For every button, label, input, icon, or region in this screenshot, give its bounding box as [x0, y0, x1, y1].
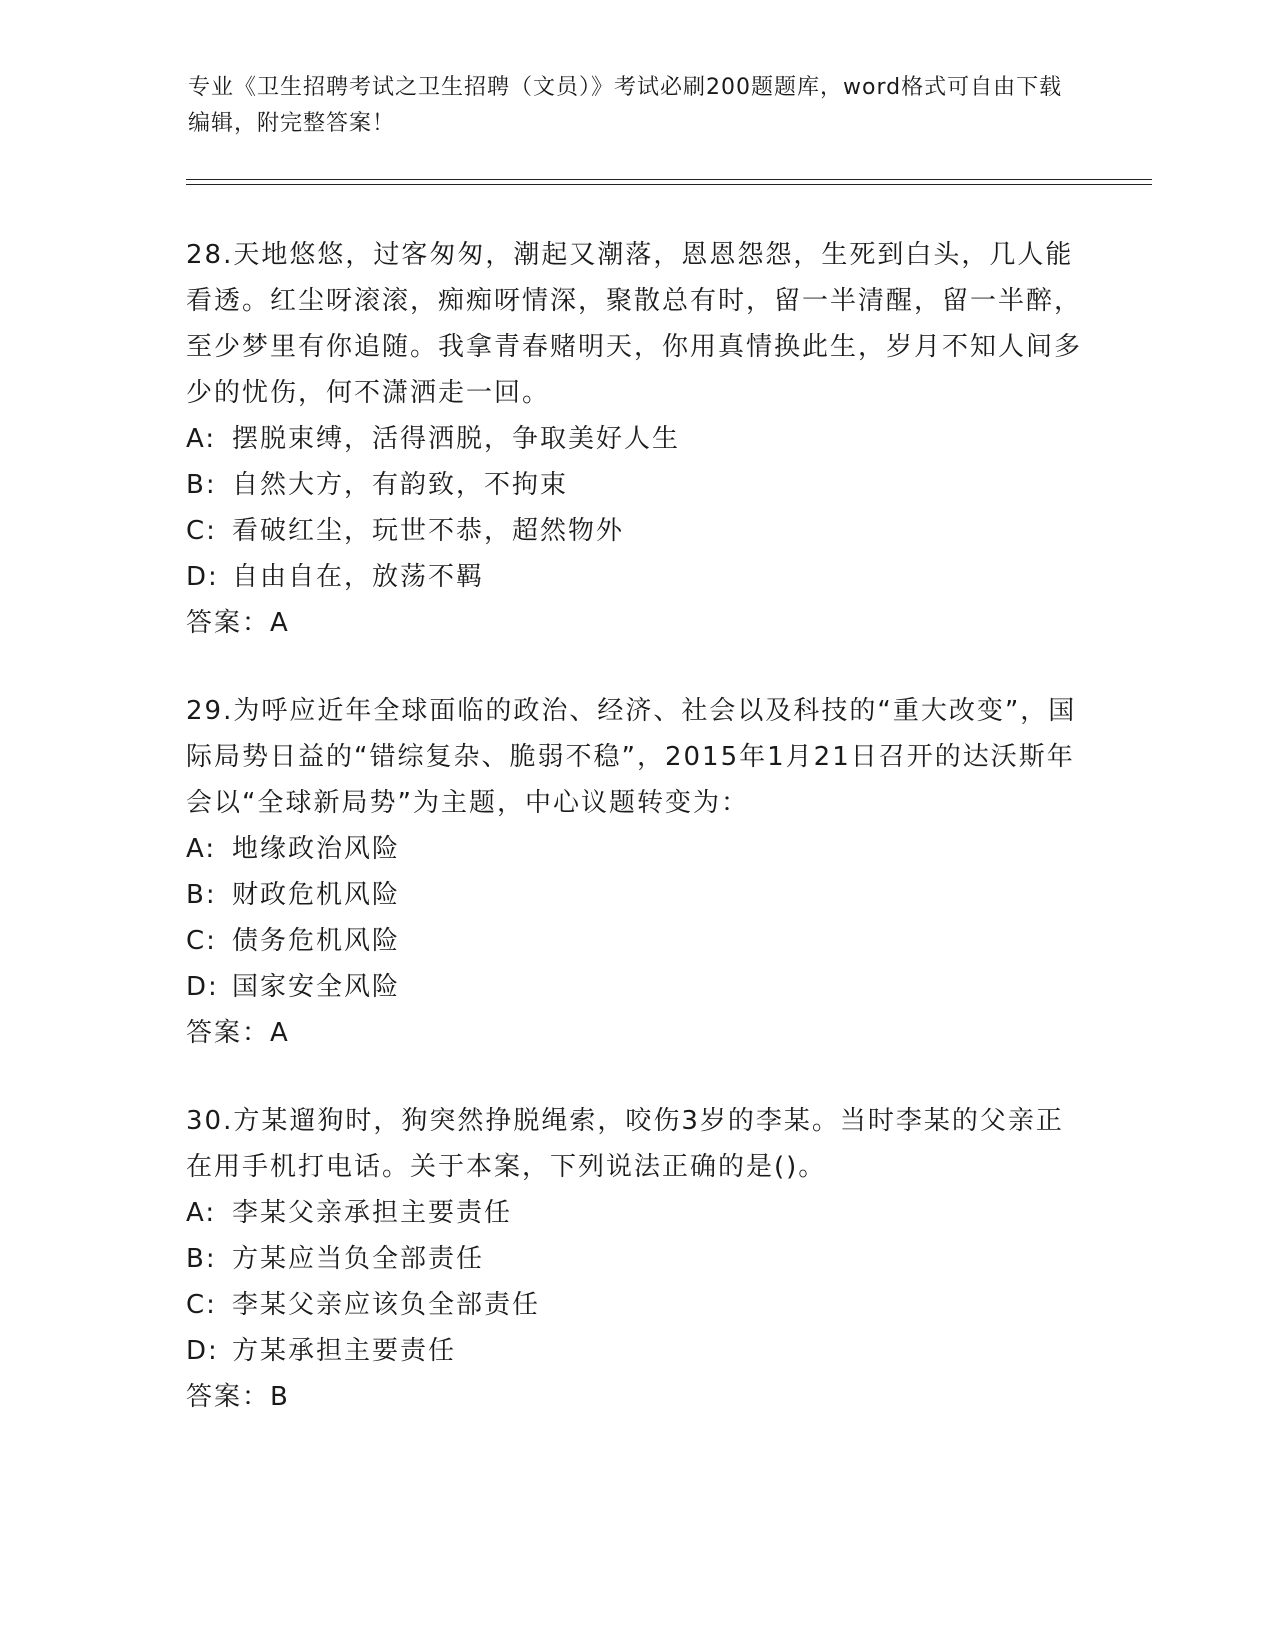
header-divider-bottom: [186, 184, 1152, 185]
option-text: 摆脱束缚，活得洒脱，争取美好人生: [232, 424, 681, 454]
question-29: [186, 688, 1086, 1056]
option-letter: A:: [186, 424, 217, 454]
option-c: [186, 1282, 1086, 1328]
option-b: [186, 1236, 1086, 1282]
option-d: [186, 1328, 1086, 1374]
option-letter: B:: [186, 880, 217, 910]
option-text: 财政危机风险: [232, 880, 401, 910]
option-text: 李某父亲应该负全部责任: [232, 1290, 541, 1320]
option-a: [186, 826, 1086, 872]
question-28: [186, 232, 1086, 646]
option-b: [186, 462, 1086, 508]
answer: 答案：A: [186, 1018, 290, 1048]
option-letter: A:: [186, 834, 217, 864]
question-stem: 28.天地悠悠，过客匆匆，潮起又潮落，恩恩怨怨，生死到白头，几人能看透。红尘呀滚滚，痴痴呀情深，聚散总有时，留一半清醒，留一半醉，至少梦里有你追随。我拿青春赌明天，你用真情换此生，岁月不知人间多少的忧伤，何不潇洒走一回。: [186, 240, 1083, 408]
option-letter: A:: [186, 1198, 217, 1228]
option-d: [186, 964, 1086, 1010]
option-text: 方某承担主要责任: [232, 1336, 457, 1366]
option-letter: C:: [186, 516, 217, 546]
header-divider-top: [186, 179, 1152, 180]
option-text: 自由自在，放荡不羁: [232, 562, 485, 592]
option-text: 债务危机风险: [232, 926, 401, 956]
option-c: [186, 918, 1086, 964]
option-a: [186, 416, 1086, 462]
option-letter: D:: [186, 972, 219, 1002]
answer: 答案：A: [186, 608, 290, 638]
question-stem: 30.方某遛狗时，狗突然挣脱绳索，咬伤3岁的李某。当时李某的父亲正在用手机打电话。关于本案，下列说法正确的是()。: [186, 1106, 1064, 1182]
option-text: 李某父亲承担主要责任: [232, 1198, 513, 1228]
option-b: [186, 872, 1086, 918]
option-letter: C:: [186, 1290, 217, 1320]
option-c: [186, 508, 1086, 554]
question-stem: 29.为呼应近年全球面临的政治、经济、社会以及科技的“重大改变”，国际局势日益的“错综复杂、脆弱不稳”，2015年1月21日召开的达沃斯年会以“全球新局势”为主题，中心议题转变为：: [186, 696, 1077, 818]
option-letter: B:: [186, 1244, 217, 1274]
option-text: 地缘政治风险: [232, 834, 401, 864]
option-letter: D:: [186, 562, 219, 592]
option-text: 方某应当负全部责任: [232, 1244, 485, 1274]
option-text: 自然大方，有韵致，不拘束: [232, 470, 569, 500]
option-a: [186, 1190, 1086, 1236]
option-letter: B:: [186, 470, 217, 500]
option-text: 国家安全风险: [232, 972, 401, 1002]
question-30: [186, 1098, 1086, 1420]
document-header: 专业《卫生招聘考试之卫生招聘（文员）》考试必刷200题题库，word格式可自由下载编辑，附完整答案！: [188, 75, 1063, 136]
option-letter: C:: [186, 926, 217, 956]
answer: 答案：B: [186, 1382, 290, 1412]
option-text: 看破红尘，玩世不恭，超然物外: [232, 516, 625, 546]
option-letter: D:: [186, 1336, 219, 1366]
option-d: [186, 554, 1086, 600]
